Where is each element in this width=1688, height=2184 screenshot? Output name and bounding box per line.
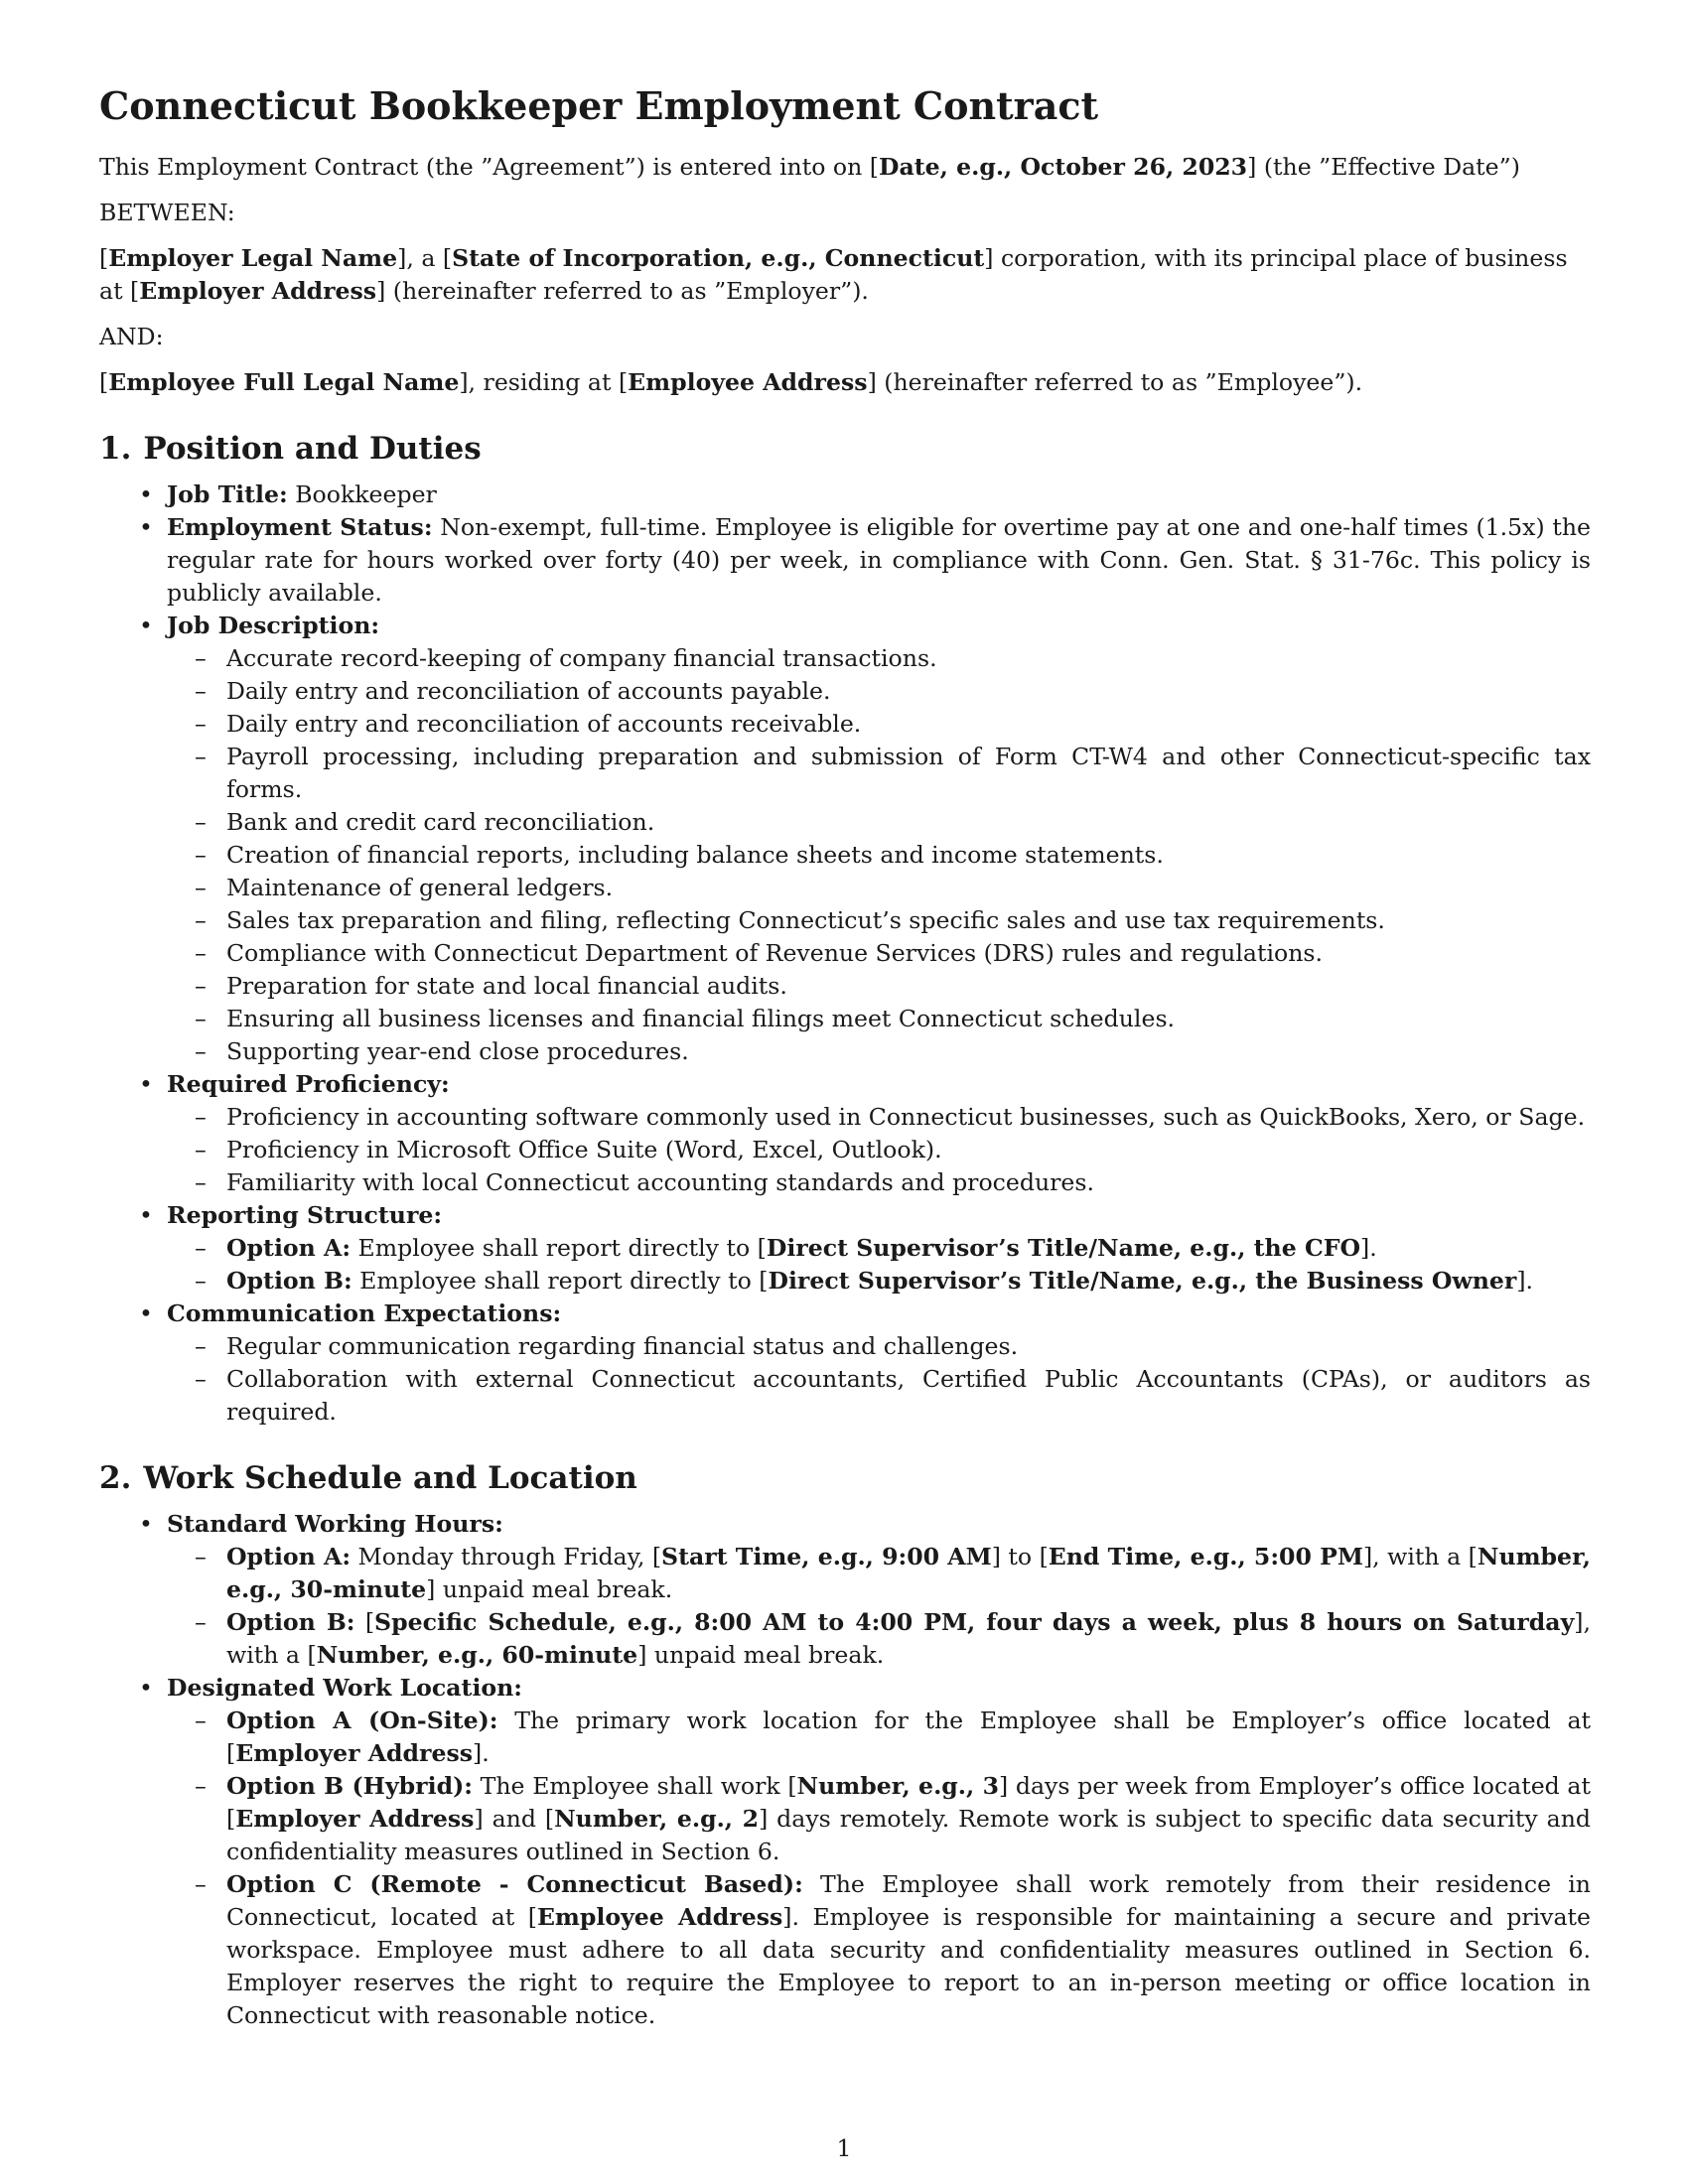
list-item: – Option A (On-Site): The primary work location for the Employee shall be Employer’s office located at [Employer Address]. — [226, 1705, 1591, 1770]
list-item: – Option B: [Specific Schedule, e.g., 8:00 AM to 4:00 PM, four days a week, plus 8 hours on Saturday], with a [Number, e.g., 60-minute] unpaid meal break. — [226, 1606, 1591, 1672]
hours-list — [167, 1541, 1591, 1672]
communication-list — [167, 1330, 1591, 1429]
list-item: – Accurate record-keeping of company financial transactions. — [226, 642, 1591, 675]
document-title: Connecticut Bookkeeper Employment Contract — [99, 83, 1099, 128]
list-item: – Daily entry and reconciliation of accounts receivable. — [226, 708, 1591, 741]
list-item: – Proficiency in accounting software commonly used in Connecticut businesses, such as QuickBooks, Xero, or Sage. — [226, 1101, 1591, 1134]
employer-party: [Employer Legal Name], a [State of Incorporation, e.g., Connecticut] corporation, with its principal place of business at [Employer Address] (hereinafter referred to as ”Employer”). — [99, 244, 1568, 305]
list-item: – Option B (Hybrid): The Employee shall work [Number, e.g., 3] days per week from Employer’s office located at [Employer Address] and [Number, e.g., 2] days remotely. Remote work is subject to specific data security and confidentiality measures outlined in Section 6. — [226, 1770, 1591, 1868]
list-item: • Job Title: Bookkeeper — [167, 478, 1591, 511]
list-item: – Compliance with Connecticut Department of Revenue Services (DRS) rules and regulations. — [226, 937, 1591, 970]
section-heading-position: 1. Position and Duties — [99, 431, 482, 467]
list-item: – Bank and credit card reconciliation. — [226, 806, 1591, 839]
list-item: – Option A: Monday through Friday, [Start Time, e.g., 9:00 AM] to [End Time, e.g., 5:00 PM], with a [Number, e.g., 30-minute] unpaid meal break. — [226, 1541, 1591, 1606]
list-item: – Proficiency in Microsoft Office Suite (Word, Excel, Outlook). — [226, 1134, 1591, 1166]
reporting-list — [167, 1232, 1591, 1297]
position-list — [99, 478, 1591, 1429]
list-item: – Payroll processing, including preparation and submission of Form CT-W4 and other Connecticut-specific tax forms. — [226, 741, 1591, 806]
list-item: – Creation of financial reports, including balance sheets and income statements. — [226, 839, 1591, 872]
agreement-intro: This Employment Contract (the ”Agreement”) is entered into on [Date, e.g., October 26, 2023] (the ”Effective Date”) — [99, 153, 1520, 181]
section-heading-schedule: 2. Work Schedule and Location — [99, 1460, 637, 1496]
list-item: • Job Description: – Accurate record-keeping of company financial transactions. – Daily entry and reconciliation of accounts payable. – Daily entry and reconciliation of accounts receivable. – Payroll processing, including preparation and submission of Form CT-W4 and other Connecticut-specific tax forms. – Bank and credit card reconciliation. – Creation of financial reports, including balance sheets and income statements. – Maintenance of general ledgers. – Sales tax preparation and filing, reflecting Connecticut’s specific sales and use tax requirements. – Compliance with Connecticut Department of Revenue Services (DRS) rules and regulations. – Preparation for state and local financial audits. – Ensuring all business licenses and financial filings meet Connecticut schedules. – Supporting year-end close procedures. — [167, 610, 1591, 1068]
list-item: • Reporting Structure: – Option A: Employee shall report directly to [Direct Supervisor’s Title/Name, e.g., the CFO]. – Option B: Employee shall report directly to [Direct Supervisor’s Title/Name, e.g., the Business Owner]. — [167, 1199, 1591, 1297]
list-item: – Collaboration with external Connecticut accountants, Certified Public Accountants (CPAs), or auditors as required. — [226, 1363, 1591, 1429]
list-item: • Required Proficiency: – Proficiency in accounting software commonly used in Connecticut businesses, such as QuickBooks, Xero, or Sage. – Proficiency in Microsoft Office Suite (Word, Excel, Outlook). – Familiarity with local Connecticut accounting standards and procedures. — [167, 1068, 1591, 1199]
list-item: • Standard Working Hours: – Option A: Monday through Friday, [Start Time, e.g., 9:00 AM] to [End Time, e.g., 5:00 PM], with a [Number, e.g., 30-minute] unpaid meal break. – Option B: [Specific Schedule, e.g., 8:00 AM to 4:00 PM, four days a week, plus 8 hours on Saturday], with a [Number, e.g., 60-minute] unpaid meal break. — [167, 1508, 1591, 1672]
employee-party: [Employee Full Legal Name], residing at [Employee Address] (hereinafter referred to as ”Employee”). — [99, 368, 1363, 396]
list-item: – Daily entry and reconciliation of accounts payable. — [226, 675, 1591, 708]
list-item: – Option A: Employee shall report directly to [Direct Supervisor’s Title/Name, e.g., the CFO]. — [226, 1232, 1591, 1265]
list-item: – Option C (Remote - Connecticut Based): The Employee shall work remotely from their residence in Connecticut, located at [Employee Address]. Employee is responsible for maintaining a secure and private workspace. Employee must adhere to all data security and confidentiality measures outlined in Section 6. Employer reserves the right to require the Employee to report to an in-person meeting or office location in Connecticut with reasonable notice. — [226, 1868, 1591, 2032]
location-list — [167, 1705, 1591, 2032]
list-item: • Employment Status: Non-exempt, full-time. Employee is eligible for overtime pay at one and one-half times (1.5x) the regular rate for hours worked over forty (40) per week, in compliance with Conn. Gen. Stat. § 31-76c. This policy is publicly available. — [167, 511, 1591, 610]
proficiency-list — [167, 1101, 1591, 1199]
list-item: – Supporting year-end close procedures. — [226, 1035, 1591, 1068]
list-item: – Familiarity with local Connecticut accounting standards and procedures. — [226, 1166, 1591, 1199]
schedule-list — [99, 1508, 1591, 2032]
list-item: • Designated Work Location: – Option A (On-Site): The primary work location for the Employee shall be Employer’s office located at [Employer Address]. – Option B (Hybrid): The Employee shall work [Number, e.g., 3] days per week from Employer’s office located at [Employer Address] and [Number, e.g., 2] days remotely. Remote work is subject to specific data security and confidentiality measures outlined in Section 6. – Option C (Remote - Connecticut Based): The Employee shall work remotely from their residence in Connecticut, located at [Employee Address]. Employee is responsible for maintaining a secure and private workspace. Employee must adhere to all data security and confidentiality measures outlined in Section 6. Employer reserves the right to require the Employee to report to an in-person meeting or office location in Connecticut with reasonable notice. — [167, 1672, 1591, 2032]
list-item: – Preparation for state and local financial audits. — [226, 970, 1591, 1003]
list-item: – Ensuring all business licenses and financial filings meet Connecticut schedules. — [226, 1003, 1591, 1035]
page-number: 1 — [836, 2134, 852, 2162]
list-item: – Regular communication regarding financial status and challenges. — [226, 1330, 1591, 1363]
list-item: – Sales tax preparation and filing, reflecting Connecticut’s specific sales and use tax requirements. — [226, 904, 1591, 937]
job-description-list — [167, 642, 1591, 1068]
between-label: BETWEEN: — [99, 199, 235, 226]
list-item: – Option B: Employee shall report directly to [Direct Supervisor’s Title/Name, e.g., the Business Owner]. — [226, 1265, 1591, 1297]
list-item: – Maintenance of general ledgers. — [226, 872, 1591, 904]
and-label: AND: — [99, 323, 164, 350]
list-item: • Communication Expectations: – Regular communication regarding financial status and challenges. – Collaboration with external Connecticut accountants, Certified Public Accountants (CPAs), or auditors as required. — [167, 1297, 1591, 1429]
